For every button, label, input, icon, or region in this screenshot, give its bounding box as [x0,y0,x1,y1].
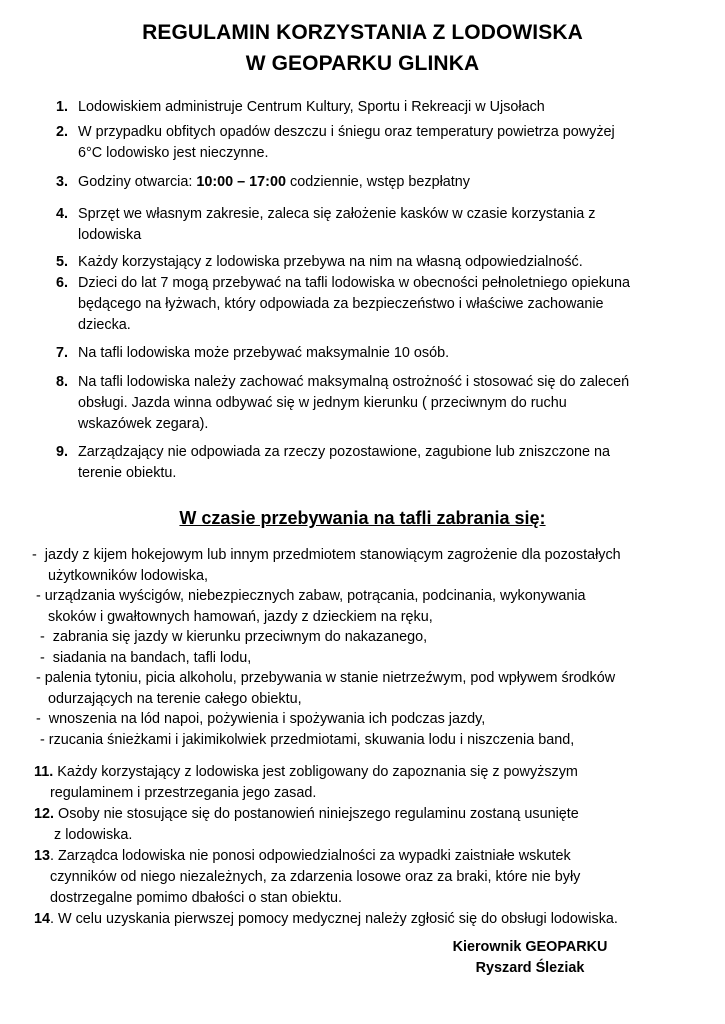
rule-number: 14 [34,911,51,927]
prohibited-text: - zabrania się jazdy w kierunku przeciwnym do nakazanego, [32,629,428,645]
rule-text: Zarządzający nie odpowiada za rzeczy pozostawione, zagubione lub zniszczone na [78,444,610,460]
rule-text: wskazówek zegara). [78,416,209,432]
opening-hours: 10:00 – 17:00 [196,174,286,190]
rule-text: Lodowiskiem administruje Centrum Kultury, Sportu i Rekreacji w Ujsołach [78,99,545,115]
rule-text: z lodowiska. [50,827,133,843]
prohibited-item [32,648,702,669]
rule-item [56,252,696,273]
hours-suffix: codziennie, wstęp bezpłatny [286,174,470,190]
rule-item [56,442,696,484]
rule-text: lodowiska [78,227,142,243]
rule-text: czynników od niego niezależnych, za zdarzenia losowe oraz za braki, które nie były [50,869,581,885]
numbered-rules-list [56,97,696,484]
prohibited-item [32,545,702,586]
rule-item [56,204,696,246]
rule-text [78,172,696,193]
prohibited-item [32,586,702,627]
rule-text: regulaminem i przestrzegania jego zasad. [50,785,317,801]
rule-number: 2. [56,124,69,140]
rule-item [56,97,696,118]
rule-number: 11. [34,764,54,780]
rule-text: Każdy korzystający z lodowiska jest zobligowany do zapoznania się z powyższym [53,764,578,780]
hours-prefix: Godziny otwarcia: [78,174,197,190]
rule-item [34,846,694,909]
rule-text: Na tafli lodowiska może przebywać maksymalnie 10 osób. [78,345,450,361]
rule-item [56,372,696,435]
rule-number: 6. [56,275,69,291]
rule-item [56,343,696,364]
rule-item [34,909,694,930]
prohibited-text: - siadania na bandach, tafli lodu, [32,649,252,666]
rule-number: 4. [56,206,69,222]
rule-number: 5. [56,254,69,270]
rule-text: . W celu uzyskania pierwszej pomocy medycznej należy zgłosić się do obsługi lodowiska. [50,911,618,927]
prohibited-text: - rzucania śnieżkami i jakimikolwiek przedmiotami, skuwania lodu i niszczenia band, [32,731,575,748]
rule-text: W przypadku obfitych opadów deszczu i śniegu oraz temperatury powietrza powyżej [78,124,615,140]
prohibited-item [32,627,702,648]
signature-block [430,937,630,979]
prohibited-text: odurzających na terenie całego obiektu, [48,690,302,707]
signature-role: Kierownik GEOPARKU [452,939,608,955]
rule-item [34,804,694,846]
prohibited-heading: W czasie przebywania na tafli zabrania się: [179,508,546,528]
rule-number: 9. [56,444,69,460]
rule-number: 3. [56,174,69,190]
rule-text: obsługi. Jazda winna odbywać się w jednym kierunku ( przeciwnym do ruchu [78,395,567,411]
rule-text: dziecka. [78,317,131,333]
rule-number: 13 [34,848,51,864]
document-title-line-1: REGULAMIN KORZYSTANIA Z LODOWISKA [142,21,583,44]
rule-text: Dzieci do lat 7 mogą przebywać na tafli lodowiska w obecności pełnoletniego opiekuna [78,275,630,291]
prohibited-text: skoków i gwałtownych hamowań, jazdy z dzieckiem na ręku, [48,608,433,625]
signature-name: Ryszard Śleziak [475,960,585,976]
additional-rules-list [34,762,694,930]
prohibited-text: użytkowników lodowiska, [48,567,208,584]
rule-text: Sprzęt we własnym zakresie, zaleca się założenie kasków w czasie korzystania z [78,206,596,222]
rule-text: Na tafli lodowiska należy zachować maksymalną ostrożność i stosować się do zaleceń [78,374,630,390]
rule-item [56,122,696,164]
prohibited-list [32,545,702,750]
document-title-line-2: W GEOPARKU GLINKA [245,52,480,75]
rule-text: Osoby nie stosujące się do postanowień niniejszego regulaminu zostaną usunięte [54,806,579,822]
rule-text: dostrzegalne pomimo dbałości o stan obiektu. [50,890,342,906]
rule-number: 12. [34,806,55,822]
prohibited-item [32,730,702,751]
rule-number: 8. [56,374,69,390]
prohibited-text: - wnoszenia na lód napoi, pożywienia i spożywania ich podczas jazdy, [32,711,486,727]
rule-item [56,172,696,193]
rule-number: 1. [56,99,69,115]
prohibited-text: - palenia tytoniu, picia alkoholu, przebywania w stanie nietrzeźwym, pod wpływem środków [32,670,616,686]
rule-number: 7. [56,345,69,361]
rule-text: terenie obiektu. [78,465,177,481]
prohibited-text: - urządzania wyścigów, niebezpiecznych zabaw, potrącania, podcinania, wykonywania [32,588,586,604]
rule-text: będącego na łyżwach, który odpowiada za bezpieczeństwo i właściwe zachowanie [78,296,604,312]
rule-text: 6°C lodowisko jest nieczynne. [78,145,269,161]
rule-text: Każdy korzystający z lodowiska przebywa na nim na własną odpowiedzialność. [78,254,583,270]
prohibited-item [32,709,702,730]
prohibited-item [32,668,702,709]
prohibited-text: - jazdy z kijem hokejowym lub innym przedmiotem stanowiącym zagrożenie dla pozostałych [32,547,621,563]
rule-text: . Zarządca lodowiska nie ponosi odpowiedzialności za wypadki zaistniałe wskutek [50,848,571,864]
rule-item [56,273,696,336]
rule-item [34,762,694,804]
